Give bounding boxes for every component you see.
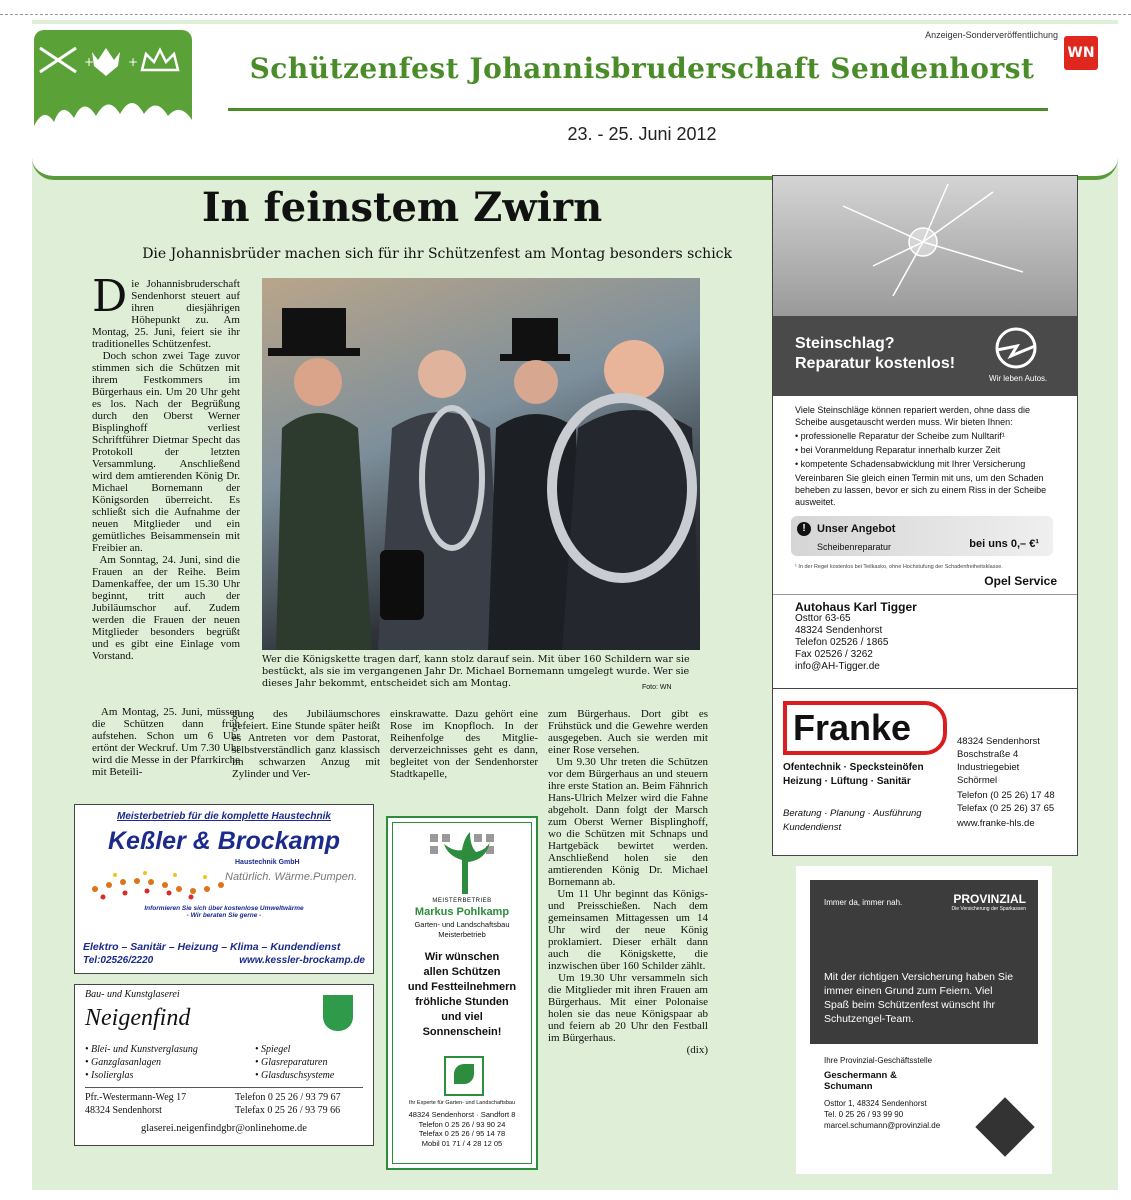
offer-box [791, 516, 1053, 556]
provinzial-logo: PROVINZIAL [953, 892, 1026, 906]
pohlkamp-expert: Ihr Experte für Garten- und Landschaftsbau [408, 1100, 516, 1106]
paragraph: Um 19.30 Uhr versammeln sich die Mitglieder mit ihren Frauen am Bürgerhaus. Mit einer Polonaise holen sie das neue Königspaar ab und feiern ab 20 Uhr den Festball im Bürgerhaus. [548, 972, 709, 1044]
leaf-emblem-icon [444, 1056, 484, 1096]
eagle-crown-rifles-icon [34, 30, 192, 158]
opel-tagline: Wir leben Autos. [989, 374, 1048, 383]
ad-neigenfind [74, 984, 374, 1146]
bullet: • kompetente Schadensabwicklung mit Ihrer Versicherung [795, 459, 1026, 469]
ad-kessler-brockamp [74, 804, 374, 974]
kessler-top: Meisterbetrieb für die komplette Haustechnik [117, 811, 331, 822]
paragraph: zum Bürgerhaus. Dort gibt es Frühstück und die Gewehre werden ausgegeben. Auch sie werden mit einer Rose versehen. [548, 708, 708, 756]
header [32, 24, 1118, 180]
email: info@AH-Tigger.de [795, 661, 880, 672]
paragraph: Um 9.30 Uhr treten die Schützen vor dem Bürgerhaus an und steuern ihre erste Station an. Beim Fähnrich Hans-Ulrich Melzer wird die Fahne abgeholt. Dann folgt der Marsch zum Oberst Werner Bisplinghoff, wo die Schützen mit Schnaps und Hartgebäck bewirtet werden. Anschließend holen sie den amtierenden König Dr. Michael Bornemann ab. [548, 756, 709, 888]
photo-illustration [262, 278, 700, 650]
photo-credit: Foto: WN [642, 684, 672, 691]
article-column-1b [92, 706, 240, 778]
author-tag: (dix) [686, 1044, 708, 1056]
opel-logo-icon [989, 326, 1043, 370]
article-subheadline: Die Johannisbrüder machen sich für ihr Schützenfest am Montag besonders schick [142, 246, 732, 262]
kessler-sub: Haustechnik GmbH [235, 859, 300, 866]
kessler-services: Elektro – Sanitär – Heizung – Klima – Kundendienst [83, 941, 341, 953]
article-photo [262, 278, 700, 650]
provinzial-office: Ihre Provinzial-Geschäftsstelle Geschermann & Schumann Osttor 1, 48324 Sendenhorst Tel. 0 25 26 / 93 99 90 marcel.schumann@provinzial.de [810, 1044, 1038, 1160]
neigenfind-services-right: • Spiegel • Glasreparaturen • Glasduschsysteme [255, 1044, 335, 1081]
neigenfind-email: glaserei.neigenfindgbr@onlinehome.de [141, 1123, 307, 1134]
neigenfind-top: Bau- und Kunstglaserei [85, 989, 180, 1000]
top-strip [0, 0, 1131, 15]
bullet: • bei Voranmeldung Reparatur innerhalb kurzer Zeit [795, 445, 1001, 455]
neigenfind-services-left: • Blei- und Kunstverglasung • Ganzglasanlagen • Isolierglas [85, 1044, 198, 1081]
neigenfind-address: Pfr.-Westermann-Weg 17 48324 Sendenhorst [85, 1092, 187, 1116]
opel-service: Opel Service [984, 574, 1057, 588]
article-column-1 [92, 271, 240, 662]
article-headline: In feinstem Zwirn [201, 184, 603, 231]
pohlkamp-meister: MEISTERBETRIEB [432, 898, 492, 904]
ad-body [795, 404, 1059, 508]
section-title: Schützenfest Johannisbruderschaft Sendenhorst [249, 52, 1035, 85]
ad-appointment: Vereinbaren Sie gleich einen Termin mit uns, um den Schaden beheben zu lassen, bevor er sich zu einem Riss in der Scheibe ausweitet. [795, 473, 1047, 507]
windshield-image [773, 176, 1077, 316]
ad-headline: Reparatur kostenlos! [795, 355, 956, 372]
pohlkamp-name: Markus Pohlkamp [414, 906, 510, 918]
bullet: • professionelle Reparatur der Scheibe zum Nulltarif¹ [795, 431, 1005, 441]
ad-provinzial [796, 866, 1052, 1174]
franke-logo: Franke [783, 701, 947, 755]
company-name: Autohaus Karl Tigger [795, 600, 917, 614]
franke-services: Ofentechnik · Specksteinöfen Heizung · Lüftung · Sanitär [783, 762, 924, 787]
provinzial-message: Mit der richtigen Versicherung haben Sie immer einen Grund zum Feiern. Viel Spaß beim Schützenfest wünscht Ihr Schutzengel-Team. [824, 971, 1014, 1025]
kessler-info: Informieren Sie sich über kostenlose Umweltwärme - Wir beraten Sie gerne - [144, 905, 304, 919]
franke-address: 48324 Sendenhorst Boschstraße 4 Industriegebiet Schörmel Telefon (0 25 26) 17 48 Telefax (0 25 26) 37 65 www.franke-hls.de [957, 736, 1055, 829]
paragraph: ie Johannisbruderschaft Sendenhorst steuert auf ihren diesjährigen Höhepunkt zu. Am Montag, 25. Juni, feiert sie ihr traditionelles Schützenfest. [92, 278, 240, 350]
paragraph: Am Sonntag, 24. Juni, sind die Frauen an der Reihe. Beim Damenkaffee, der um 15.30 Uhr beginnt, tritt auch der Jubiläumschor auf. Zudem werden die Frauen der neuen Mitglieder besonders begrüßt und es gibt eine Einlage vom Vorstand. [92, 554, 240, 662]
company-block: Autohaus Karl Tigger Osttor 63-65 48324 Sendenhorst Telefon 02526 / 1865 Fax 02526 / 3262 info@AH-Tigger.de [795, 600, 917, 672]
alert-icon: ! [797, 522, 811, 536]
offer-title: Unser Angebot [817, 523, 896, 535]
footnote: ¹ In der Regel kostenlos bei Teilkasko, ohne Hochstufung der Schadenfreiheitsklasse. [795, 564, 1003, 570]
paragraph: einskrawatte. Dazu gehört eine Rose im Knopfloch. In der Reihenfolge des Mitgliederverzeichnisses geht es dann, begleitet von der Sendenhorster Stadtkapelle, [390, 708, 538, 780]
angel-wings-icon [975, 1097, 1034, 1156]
svg-text:+: + [128, 55, 139, 69]
ad-intro: Viele Steinschläge können repariert werden, ohne dass die Scheibe ausgetauscht werden muss. Wir bieten Ihnen: [795, 405, 1030, 427]
provinzial-logo-sub: Die Versicherung der Sparkassen [951, 906, 1026, 912]
provinzial-tagline: Immer da, immer nah. [824, 898, 903, 907]
pohlkamp-contact: 48324 Sendenhorst · Sandfort 8 Telefon 0 25 26 / 93 90 24 Telefax 0 25 26 / 95 14 78 Mobil 01 71 / 4 28 12 05 [408, 1110, 516, 1148]
glass-crest-icon [323, 995, 353, 1031]
pohlkamp-wish: Wir wünschen allen Schützen und Festteilnehmern fröhliche Stunden und viel Sonnenschein! [407, 951, 517, 1038]
franke-slogan: Beratung · Planung · Ausführung Kundendienst [783, 808, 922, 833]
kessler-phone: Tel:02526/2220 [83, 955, 154, 966]
schuetzen-logo [34, 30, 192, 158]
kessler-name: Keßler & Brockamp [107, 827, 341, 855]
provinzial-card [810, 880, 1038, 1160]
tree-logo-icon [424, 830, 500, 896]
svg-text:+: + [84, 55, 95, 69]
article-column-2 [232, 708, 380, 780]
neigenfind-phones: Telefon 0 25 26 / 93 79 67 Telefax 0 25 26 / 93 79 66 [235, 1092, 341, 1116]
offer-item: Scheibenreparatur [817, 542, 892, 552]
ad-headline: Steinschlag? [795, 335, 895, 352]
ad-banner [773, 316, 1077, 396]
neigenfind-name: Neigenfind [85, 1005, 191, 1031]
offer-price: bei uns 0,– €¹ [969, 538, 1039, 550]
ad-pohlkamp [386, 816, 538, 1170]
paragraph: Am Montag, 25. Juni, müssen die Schützen dann früh aufstehen. Schon um 6 Uhr ertönt der Weckruf. Um 7.30 Uhr wird die Messe in der Pfarrkirche mit Beteili- [92, 706, 241, 778]
ad-autohaus-tigger [772, 175, 1078, 709]
article-column-3 [390, 708, 538, 780]
photo-caption: Wer die Königskette tragen darf, kann stolz darauf sein. Mit über 160 Schildern war sie bestückt, als sie im vergangenen Jahr Dr. Michael Bornemann umgelegt wurde. Wer sie dieses Jahr bekommt, entscheidet sich am Montag. [262, 654, 690, 689]
ad-franke [772, 688, 1078, 856]
paragraph: gung des Jubiläumschores gefeiert. Eine Stunde später heißt es Antreten vor dem Pastorat, selbstverständlich ganz klassisch im schwarzen Anzug mit Zylinder und Ver- [232, 708, 380, 780]
franke-web: www.franke-hls.de [957, 818, 1035, 829]
article-column-4 [548, 708, 708, 1056]
ad-note: Anzeigen-Sonderveröffentlichung [925, 30, 1058, 40]
kessler-tagline: Natürlich. Wärme.Pumpen. [225, 871, 358, 883]
pohlkamp-trade: Garten- und Landschaftsbau Meisterbetrieb [414, 920, 510, 939]
provinzial-email: marcel.schumann@provinzial.de [824, 1121, 941, 1130]
wn-logo: WN [1064, 36, 1098, 70]
dropcap: D [92, 271, 128, 322]
crack-icon [773, 176, 1077, 316]
title-divider [228, 108, 1048, 111]
page [32, 20, 1118, 1190]
paragraph: Um 11 Uhr beginnt das Königs- und Preisschießen. Nach dem gemeinsamen Mittagessen um 14 Uhr wird der neue König proklamiert. Dieser erhält dann auch die Königskette, die inzwischen über 160 Schilder zählt. [548, 888, 708, 972]
event-date: 23. - 25. Juni 2012 [567, 124, 717, 144]
paragraph: Doch schon zwei Tage zuvor stimmen sich die Schützen mit ihrem Festkommers im Bürgerhaus ein. Um 20 Uhr geht es los. Nach der Begrüßung durch den Oberst Werner Bisplinghoff verliest Schriftführer Dietmar Specht das Protokoll der letzten Versammlung. Anschließend wird dem amtierenden König Dr. Michael Bornemann der Königsorden überreicht. Es schließt sich die Aufnahme der neuen Mitglieder und ein gemütliches Beisammensein mit Freibier an. [92, 350, 240, 554]
kessler-web: www.kessler-brockamp.de [239, 955, 365, 966]
